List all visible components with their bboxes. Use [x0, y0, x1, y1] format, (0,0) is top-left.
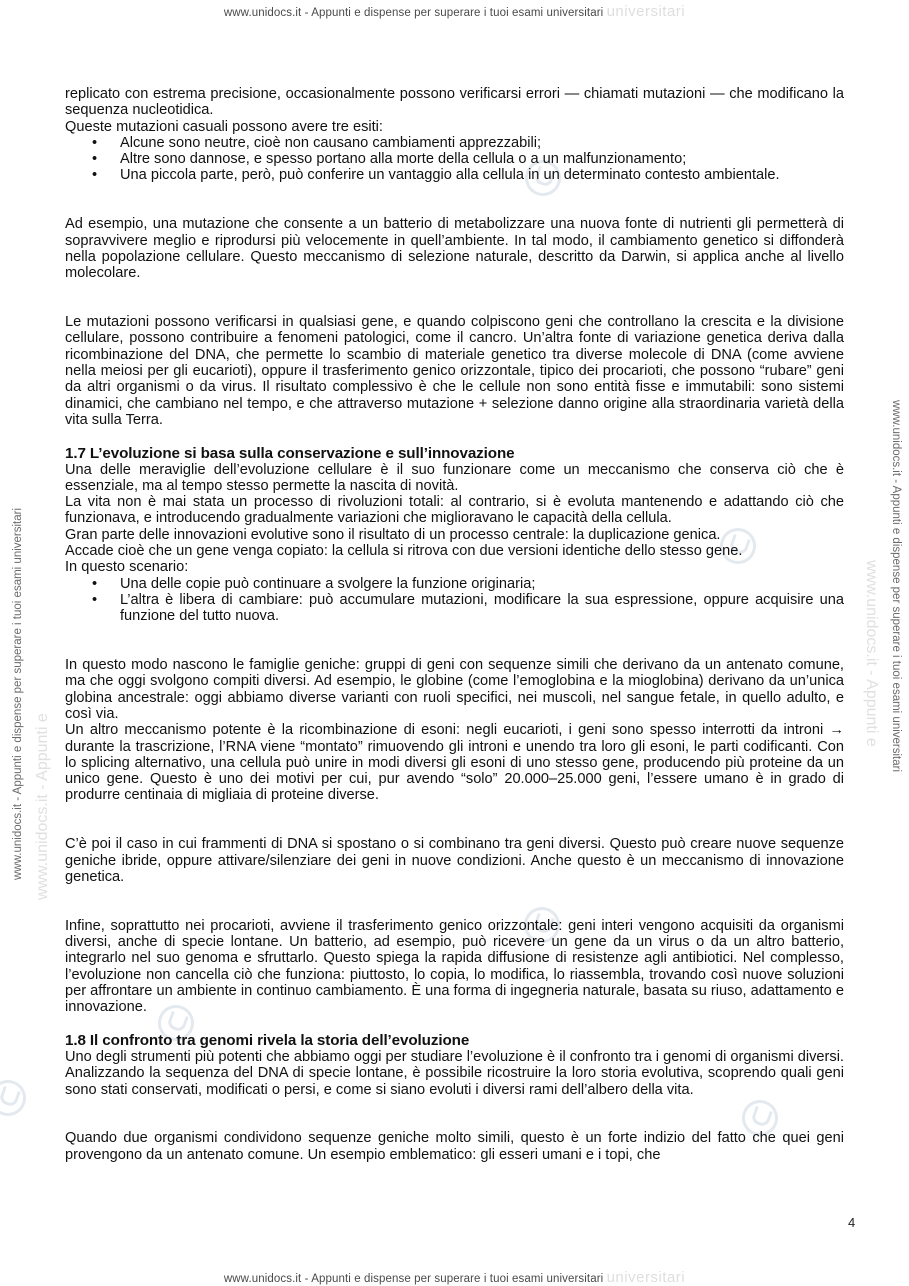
paragraph: In questo modo nascono le famiglie geniche: gruppi di geni con sequenze simili che derivano da un antenato comune, ma che oggi svolgono compiti diversi. Ad esempio, le globine (come l’emoglobina e la mioglobina) derivano da un’unica globina ancestrale: oggi abbiamo diverse varianti con ruoli specifici, nei muscoli, nel sangue fetale, in quello adulto, e così via.: [65, 657, 844, 722]
paragraph: Ad esempio, una mutazione che consente a un batterio di metabolizzare una nuova fonte di nutrienti gli permetterà di sopravvivere meglio e riprodursi più velocemente in quell’ambiente. In tal modo, il cambiamento genetico si diffonderà nella popolazione cellulare. Questo meccanismo di selezione naturale, descritto da Darwin, si applica anche al livello molecolare.: [65, 216, 844, 282]
list-item: • L’altra è libera di cambiare: può accumulare mutazioni, modificare la sua espressione, oppure acquisire una funzione del tutto nuova.: [120, 592, 844, 625]
left-side-watermark: www.unidocs.it - Appunti e dispense per superare i tuoi esami universitari: [12, 507, 24, 880]
paragraph: Queste mutazioni casuali possono avere tre esiti:: [65, 118, 383, 135]
paragraph: La vita non è mai stata un processo di rivoluzioni totali: al contrario, si è evoluta mantenendo e adattando ciò che funzionava, e introducendo gradualmente variazioni che miglioravano le capacità della cellula.: [65, 494, 844, 527]
footer-watermark-text: www.unidocs.it - Appunti e dispense per superare i tuoi esami universitari: [223, 1273, 604, 1285]
paragraph: Quando due organismi condividono sequenze geniche molto simili, questo è un forte indizio del fatto che quei geni provengono da un antenato comune. Un esempio emblematico: gli esseri umani e i topi, che: [65, 1130, 844, 1163]
section-heading: 1.7 L’evoluzione si basa sulla conservazione e sull’innovazione: [65, 444, 515, 462]
header-watermark-text: www.unidocs.it - Appunti e dispense per superare i tuoi esami universitari: [223, 7, 604, 19]
list-item: • Altre sono dannose, e spesso portano alla morte della cellula o a un malfunzionamento;: [120, 151, 844, 167]
list-item: • Una piccola parte, però, può conferire un vantaggio alla cellula in un determinato contesto ambientale.: [120, 167, 844, 183]
page-number: 4: [848, 1215, 856, 1230]
document-body: [65, 86, 844, 1163]
footer-watermark-ghost-right: universitari: [606, 1269, 686, 1286]
paragraph: In questo scenario:: [65, 559, 189, 576]
paragraph: Una delle meraviglie dell’evoluzione cellulare è il suo funzionare come un meccanismo che conserva ciò che è essenziale, ma al tempo stesso permette la nascita di novità.: [65, 461, 844, 494]
paragraph: Gran parte delle innovazioni evolutive sono il risultato di un processo centrale: la duplicazione genica.: [65, 526, 721, 543]
right-side-watermark: www.unidocs.it - Appunti e dispense per superare i tuoi esami universitari: [890, 400, 902, 773]
paragraph: Infine, soprattutto nei procarioti, avviene il trasferimento genico orizzontale: geni interi vengono acquisiti da organismi diversi, anche di specie lontane. Un batterio, ad esempio, può ricevere un gene da un virus o da un altro batterio, integrarlo nel suo genoma e sfruttarlo. Questo spiega la rapida diffusione di resistenze agli antibiotici. Nel complesso, l’evoluzione non cancella ciò che funziona: piuttosto, lo copia, lo modifica, lo riassembla, trovando così nuove soluzioni per affrontare un ambiente in continuo cambiamento. È una forma di ingegneria naturale, basata su riuso, adattamento e innovazione.: [65, 917, 844, 1016]
list-item: • Alcune sono neutre, cioè non causano cambiamenti apprezzabili;: [120, 135, 844, 151]
paragraph: C’è poi il caso in cui frammenti di DNA si spostano o si combinano tra geni diversi. Questo può creare nuove sequenze geniche ibride, oppure attivare/silenziare dei geni in nuove condizioni. Anche questo è un meccanismo di innovazione genetica.: [65, 836, 844, 885]
paragraph: Un altro meccanismo potente è la ricombinazione di esoni: negli eucarioti, i geni sono spesso interrotti da introni → durante la trascrizione, l’RNA viene “montato” rimuovendo gli introni e unendo tra loro gli esoni, le parti codificanti. Con lo splicing alternativo, una cellula può unire in modi diversi gli esoni di uno stesso gene, producendo più proteine da un unico gene. Questo è uno dei motivi per cui, pur avendo “solo” 20.000–25.000 geni, l’essere umano è in grado di produrre centinaia di migliaia di proteine diverse.: [65, 722, 844, 804]
footer-watermark-banner: [0, 1269, 909, 1286]
left-side-ghost-watermark: www.unidocs.it - Appunti e: [34, 713, 51, 900]
paragraph: Le mutazioni possono verificarsi in qualsiasi gene, e quando colpiscono geni che controllano la crescita e la divisione cellulare, possono contribuire a fenomeni patologici, come il cancro. Un’altra fonte di variazione genetica deriva dalla ricombinazione del DNA, che permette lo scambio di materiale genetico tra diverse molecole di DNA (come avviene nella meiosi per gli eucarioti), oppure il trasferimento genico orizzontale, tipico dei procarioti, che possono “rubare” geni da altri organismi o da virus. Il risultato complessivo è che le cellule non sono entità fisse e immutabili: sono sistemi dinamici, che cambiano nel tempo, e che attraverso mutazione + selezione danno origine alla straordinaria varietà della vita sulla Terra.: [65, 314, 844, 428]
list-item: • Una delle copie può continuare a svolgere la funzione originaria;: [120, 576, 844, 592]
watermark-logo-icon: [0, 1075, 31, 1121]
section-heading: 1.8 Il confronto tra genomi rivela la storia dell’evoluzione: [65, 1031, 470, 1049]
right-side-ghost-watermark: www.unidocs.it - Appunti e: [863, 560, 880, 747]
paragraph: Accade cioè che un gene venga copiato: la cellula si ritrova con due versioni identiche dello stesso gene.: [65, 543, 743, 560]
header-watermark-ghost-right: universitari: [606, 3, 686, 20]
bullet-list-outcomes: [65, 135, 844, 184]
header-watermark-banner: [0, 3, 909, 20]
paragraph: replicato con estrema precisione, occasionalmente possono verificarsi errori — chiamati mutazioni — che modificano la sequenza nucleotidica.: [65, 86, 844, 119]
paragraph: Uno degli strumenti più potenti che abbiamo oggi per studiare l’evoluzione è il confronto tra i genomi di organismi diversi. Analizzando la sequenza del DNA di specie lontane, è possibile ricostruire la loro storia evolutiva, scoprendo quali geni sono stati conservati, modificati o persi, e come si siano evoluti i diversi rami dell’albero della vita.: [65, 1048, 844, 1098]
bullet-list-copies: [65, 576, 844, 625]
